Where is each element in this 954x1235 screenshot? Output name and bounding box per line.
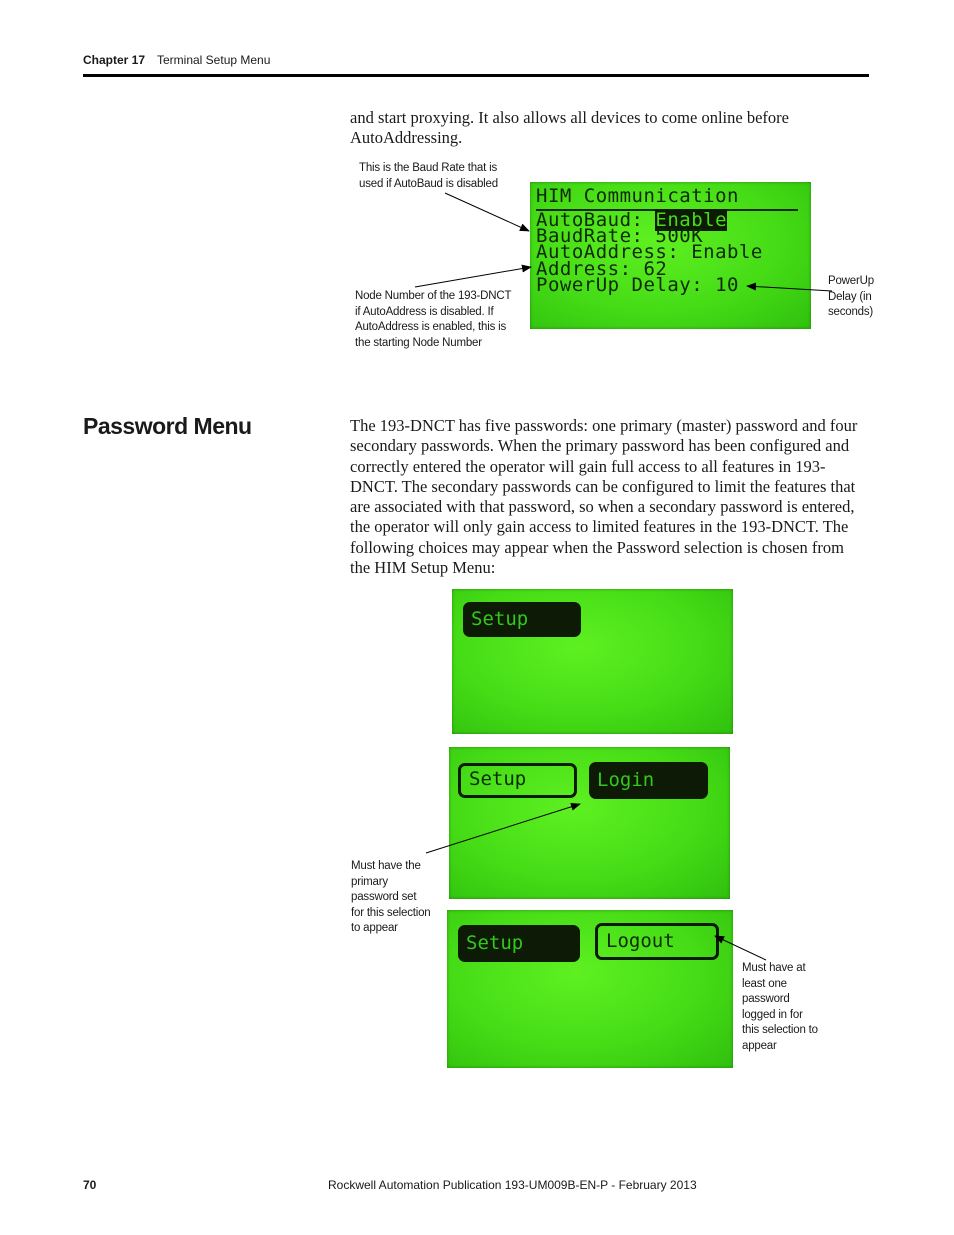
intro-paragraph: and start proxying. It also allows all devices to come online before AutoAddressing. <box>350 108 789 148</box>
setup-pill-dark: Setup <box>458 925 580 962</box>
chapter-label: Chapter 17 <box>83 53 146 67</box>
arrow-powerup <box>747 286 832 291</box>
callout-baud-rate: This is the Baud Rate that is used if AutoBaud is disabled <box>359 162 498 190</box>
arrow-logged-in <box>715 936 766 960</box>
publication-info: Rockwell Automation Publication 193-UM009B-EN-P - February 2013 <box>328 1178 697 1192</box>
chapter-title: Terminal Setup Menu <box>157 53 271 67</box>
password-paragraph: The 193-DNCT has five passwords: one primary (master) password and four secondary passwords. When the primary password has been configured and correctly entered the operator will gain full access to all features in 193-DNCT. The secondary passwords can be configured to limit the features that are associated with that password, so when a secondary password is entered, the operator will only gain access to limited features in the 193-DNCT. The following choices may appear when the Password selection is chosen from the HIM Setup Menu: <box>350 416 858 578</box>
callout-node-number: Node Number of the 193-DNCT if AutoAddress is disabled. If AutoAddress is enabled, this is the starting Node Number <box>355 290 512 349</box>
callout-logged-in: Must have at least one password logged in for this selection to appear <box>742 962 818 1052</box>
him-baudrate-row: BaudRate: 500K <box>536 225 704 247</box>
him-screen-title: HIM Communication <box>536 185 739 207</box>
him-address-row: Address: 62 <box>536 258 668 280</box>
setup-pill-outline: Setup <box>458 763 577 798</box>
page-number: 70 <box>83 1178 97 1192</box>
section-heading: Password Menu <box>83 413 252 439</box>
login-pill: Login <box>589 762 708 799</box>
autobaud-label: AutoBaud: <box>536 209 656 231</box>
him-autoaddress-row: AutoAddress: Enable <box>536 241 763 263</box>
arrow-primary-password <box>426 804 580 853</box>
callout-powerup: PowerUp Delay (in seconds) <box>828 275 874 319</box>
arrow-baud-rate <box>445 193 529 231</box>
callout-primary-password: Must have the primary password set for this selection to appear <box>351 860 431 935</box>
him-powerup-row: PowerUp Delay: 10 <box>536 274 739 296</box>
logout-pill: Logout <box>595 923 719 960</box>
arrow-node-number <box>415 267 531 287</box>
setup-pill: Setup <box>463 602 581 637</box>
autobaud-value: Enable <box>655 209 728 231</box>
